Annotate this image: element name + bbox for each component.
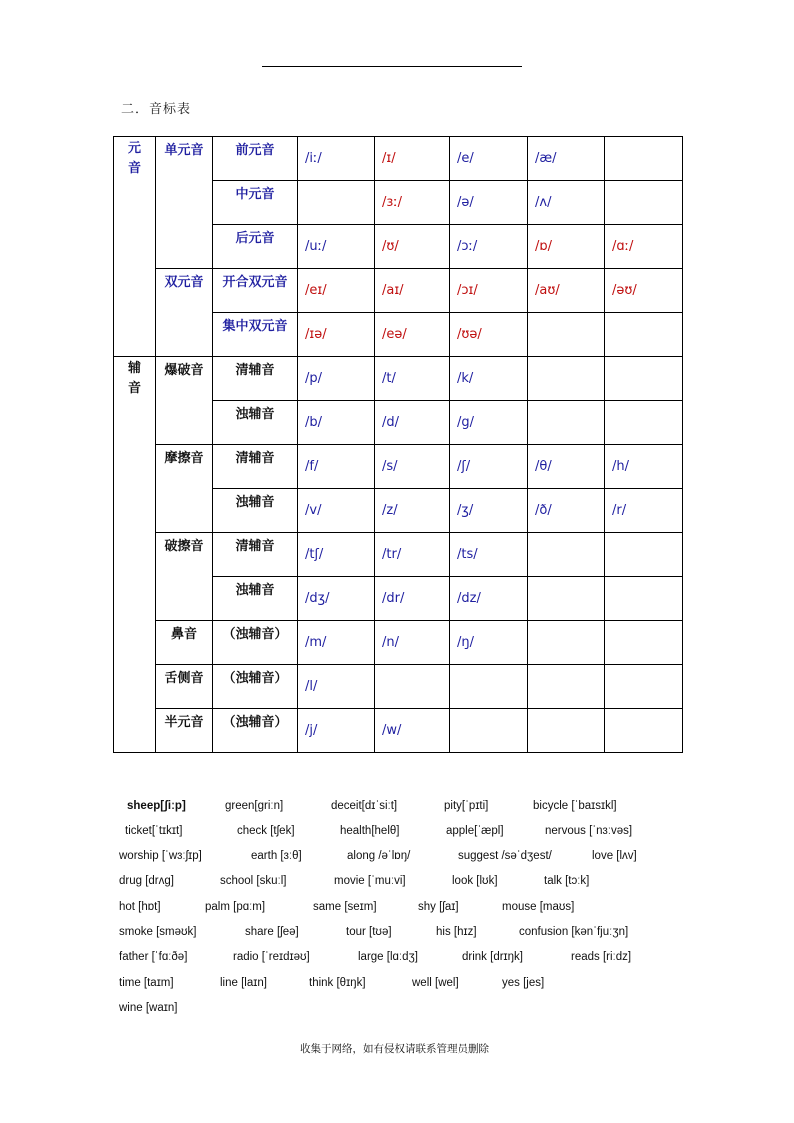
back-vowel-label: 后元音: [213, 225, 298, 269]
diphthong-label: 双元音: [156, 269, 213, 357]
ipa-cell: /v/: [298, 489, 375, 533]
ipa-cell: [528, 665, 605, 709]
ipa-cell: [528, 357, 605, 401]
word-example: same [seɪm]: [313, 901, 377, 913]
word-example: yes [jes]: [502, 977, 545, 989]
ipa-cell: [528, 577, 605, 621]
ipa-cell: [605, 357, 683, 401]
ipa-cell: [605, 137, 683, 181]
ipa-cell: [528, 533, 605, 577]
nasal-label: 鼻音: [156, 621, 213, 665]
ipa-cell: /dr/: [375, 577, 450, 621]
ipa-cell: [605, 709, 683, 753]
consonant-category: 辅音: [114, 357, 156, 753]
voiced-paren-label: （浊辅音）: [213, 665, 298, 709]
semivowel-label: 半元音: [156, 709, 213, 753]
plosive-label: 爆破音: [156, 357, 213, 445]
voiced-label: 浊辅音: [213, 401, 298, 445]
word-example: school [skuːl]: [220, 875, 287, 887]
word-example: ticket[ˈtɪkɪt]: [125, 825, 183, 837]
footer-note: 收集于网络，如有侵权请联系管理员删除: [300, 1043, 489, 1055]
centering-diphthong-label: 集中双元音: [213, 313, 298, 357]
ipa-cell: /ʒ/: [450, 489, 528, 533]
ipa-cell: /aɪ/: [375, 269, 450, 313]
word-example: reads [riːdz]: [571, 951, 632, 963]
ipa-cell: /ɪə/: [298, 313, 375, 357]
ipa-cell: /æ/: [528, 137, 605, 181]
ipa-cell: /tr/: [375, 533, 450, 577]
ipa-cell: /g/: [450, 401, 528, 445]
ipa-cell: /ə/: [450, 181, 528, 225]
ipa-cell: [605, 621, 683, 665]
word-example: deceit[dɪˈsiːt]: [331, 800, 398, 812]
word-example: along /əˈlɒŋ/: [347, 850, 411, 862]
ipa-cell: /n/: [375, 621, 450, 665]
word-example: his [hɪz]: [436, 926, 477, 938]
ipa-cell: /ŋ/: [450, 621, 528, 665]
ipa-cell: [605, 401, 683, 445]
lateral-label: 舌侧音: [156, 665, 213, 709]
section-title: 二．音标表: [121, 102, 192, 117]
ipa-cell: /əʊ/: [605, 269, 683, 313]
voiceless-label: 清辅音: [213, 357, 298, 401]
central-vowel-label: 中元音: [213, 181, 298, 225]
word-example: suggest /səˈdʒest/: [458, 850, 552, 862]
closing-diphthong-label: 开合双元音: [213, 269, 298, 313]
ipa-cell: /j/: [298, 709, 375, 753]
ipa-cell: [375, 665, 450, 709]
word-example: love [lʌv]: [592, 850, 637, 862]
word-example: tour [tʊə]: [346, 926, 392, 938]
ipa-cell: [605, 533, 683, 577]
ipa-cell: [298, 181, 375, 225]
word-example: sheep[ʃiːp]: [127, 800, 186, 812]
voiceless-label: 清辅音: [213, 533, 298, 577]
monophthong-label: 单元音: [156, 137, 213, 269]
ipa-cell: /tʃ/: [298, 533, 375, 577]
ipa-cell: /e/: [450, 137, 528, 181]
ipa-cell: /ɔː/: [450, 225, 528, 269]
ipa-cell: [450, 709, 528, 753]
ipa-cell: /dz/: [450, 577, 528, 621]
voiced-paren-label: （浊辅音）: [213, 709, 298, 753]
word-example: health[helθ]: [340, 825, 400, 837]
word-example: radio [ˈreɪdɪəʊ]: [233, 951, 310, 963]
ipa-cell: /k/: [450, 357, 528, 401]
word-example: palm [pɑːm]: [205, 901, 266, 913]
phonetic-chart-table: [113, 136, 683, 753]
ipa-cell: /ɔɪ/: [450, 269, 528, 313]
word-example: mouse [maʊs]: [502, 901, 575, 913]
word-example: time [taɪm]: [119, 977, 174, 989]
ipa-cell: /ts/: [450, 533, 528, 577]
ipa-cell: /l/: [298, 665, 375, 709]
ipa-cell: [528, 621, 605, 665]
vowel-category: 元音: [114, 137, 156, 357]
ipa-cell: /eɪ/: [298, 269, 375, 313]
word-example: confusion [kənˈfjuːʒn]: [519, 926, 629, 938]
word-example: check [tʃek]: [237, 825, 295, 837]
ipa-cell: /aʊ/: [528, 269, 605, 313]
ipa-cell: [605, 577, 683, 621]
voiced-paren-label: （浊辅音）: [213, 621, 298, 665]
voiced-label: 浊辅音: [213, 489, 298, 533]
ipa-cell: /m/: [298, 621, 375, 665]
ipa-cell: [450, 665, 528, 709]
ipa-cell: /t/: [375, 357, 450, 401]
ipa-cell: /h/: [605, 445, 683, 489]
ipa-cell: [528, 313, 605, 357]
affricate-label: 破擦音: [156, 533, 213, 621]
word-example: movie [ˈmuːvi]: [334, 875, 406, 887]
word-example: earth [ɜːθ]: [251, 850, 302, 862]
ipa-cell: /z/: [375, 489, 450, 533]
ipa-cell: /d/: [375, 401, 450, 445]
header-rule: [262, 66, 522, 67]
word-example: drug [drʌg]: [119, 875, 174, 887]
word-example: father [ˈfɑːðə]: [119, 951, 188, 963]
word-example: well [wel]: [412, 977, 459, 989]
ipa-cell: [605, 313, 683, 357]
ipa-cell: /r/: [605, 489, 683, 533]
ipa-cell: /w/: [375, 709, 450, 753]
word-example: green[griːn]: [225, 800, 284, 812]
ipa-cell: /f/: [298, 445, 375, 489]
ipa-cell: /ʊə/: [450, 313, 528, 357]
ipa-cell: /ʊ/: [375, 225, 450, 269]
ipa-cell: /dʒ/: [298, 577, 375, 621]
word-example: think [θɪŋk]: [309, 977, 366, 989]
ipa-cell: /iː/: [298, 137, 375, 181]
ipa-cell: [528, 401, 605, 445]
word-example: nervous [ˈnɜːvəs]: [545, 825, 633, 837]
ipa-cell: /ɑː/: [605, 225, 683, 269]
word-example: shy [ʃaɪ]: [418, 901, 459, 913]
word-example: smoke [sməʊk]: [119, 926, 197, 938]
ipa-cell: [605, 665, 683, 709]
word-example: apple[ˈæpl]: [446, 825, 504, 837]
word-example: worship [ˈwɜːʃɪp]: [119, 850, 202, 862]
word-example: pity[ˈpɪti]: [444, 800, 489, 812]
word-example: wine [waɪn]: [119, 1002, 178, 1014]
ipa-cell: /uː/: [298, 225, 375, 269]
ipa-cell: /ɜː/: [375, 181, 450, 225]
front-vowel-label: 前元音: [213, 137, 298, 181]
word-example: line [laɪn]: [220, 977, 267, 989]
ipa-cell: [605, 181, 683, 225]
word-example: drink [drɪŋk]: [462, 951, 523, 963]
word-example: hot [hɒt]: [119, 901, 161, 913]
fricative-label: 摩擦音: [156, 445, 213, 533]
ipa-cell: /ʃ/: [450, 445, 528, 489]
ipa-cell: /eə/: [375, 313, 450, 357]
ipa-cell: /p/: [298, 357, 375, 401]
voiced-label: 浊辅音: [213, 577, 298, 621]
ipa-cell: /ʌ/: [528, 181, 605, 225]
word-example: large [lɑːdʒ]: [358, 951, 418, 963]
ipa-cell: /s/: [375, 445, 450, 489]
ipa-cell: /θ/: [528, 445, 605, 489]
ipa-cell: /ð/: [528, 489, 605, 533]
ipa-cell: [528, 709, 605, 753]
ipa-cell: /b/: [298, 401, 375, 445]
ipa-cell: /ɪ/: [375, 137, 450, 181]
word-example: bicycle [ˈbaɪsɪkl]: [533, 800, 617, 812]
word-example: share [ʃeə]: [245, 926, 299, 938]
word-example: look [lʊk]: [452, 875, 498, 887]
word-example: talk [tɔːk]: [544, 875, 590, 887]
voiceless-label: 清辅音: [213, 445, 298, 489]
ipa-cell: /ɒ/: [528, 225, 605, 269]
